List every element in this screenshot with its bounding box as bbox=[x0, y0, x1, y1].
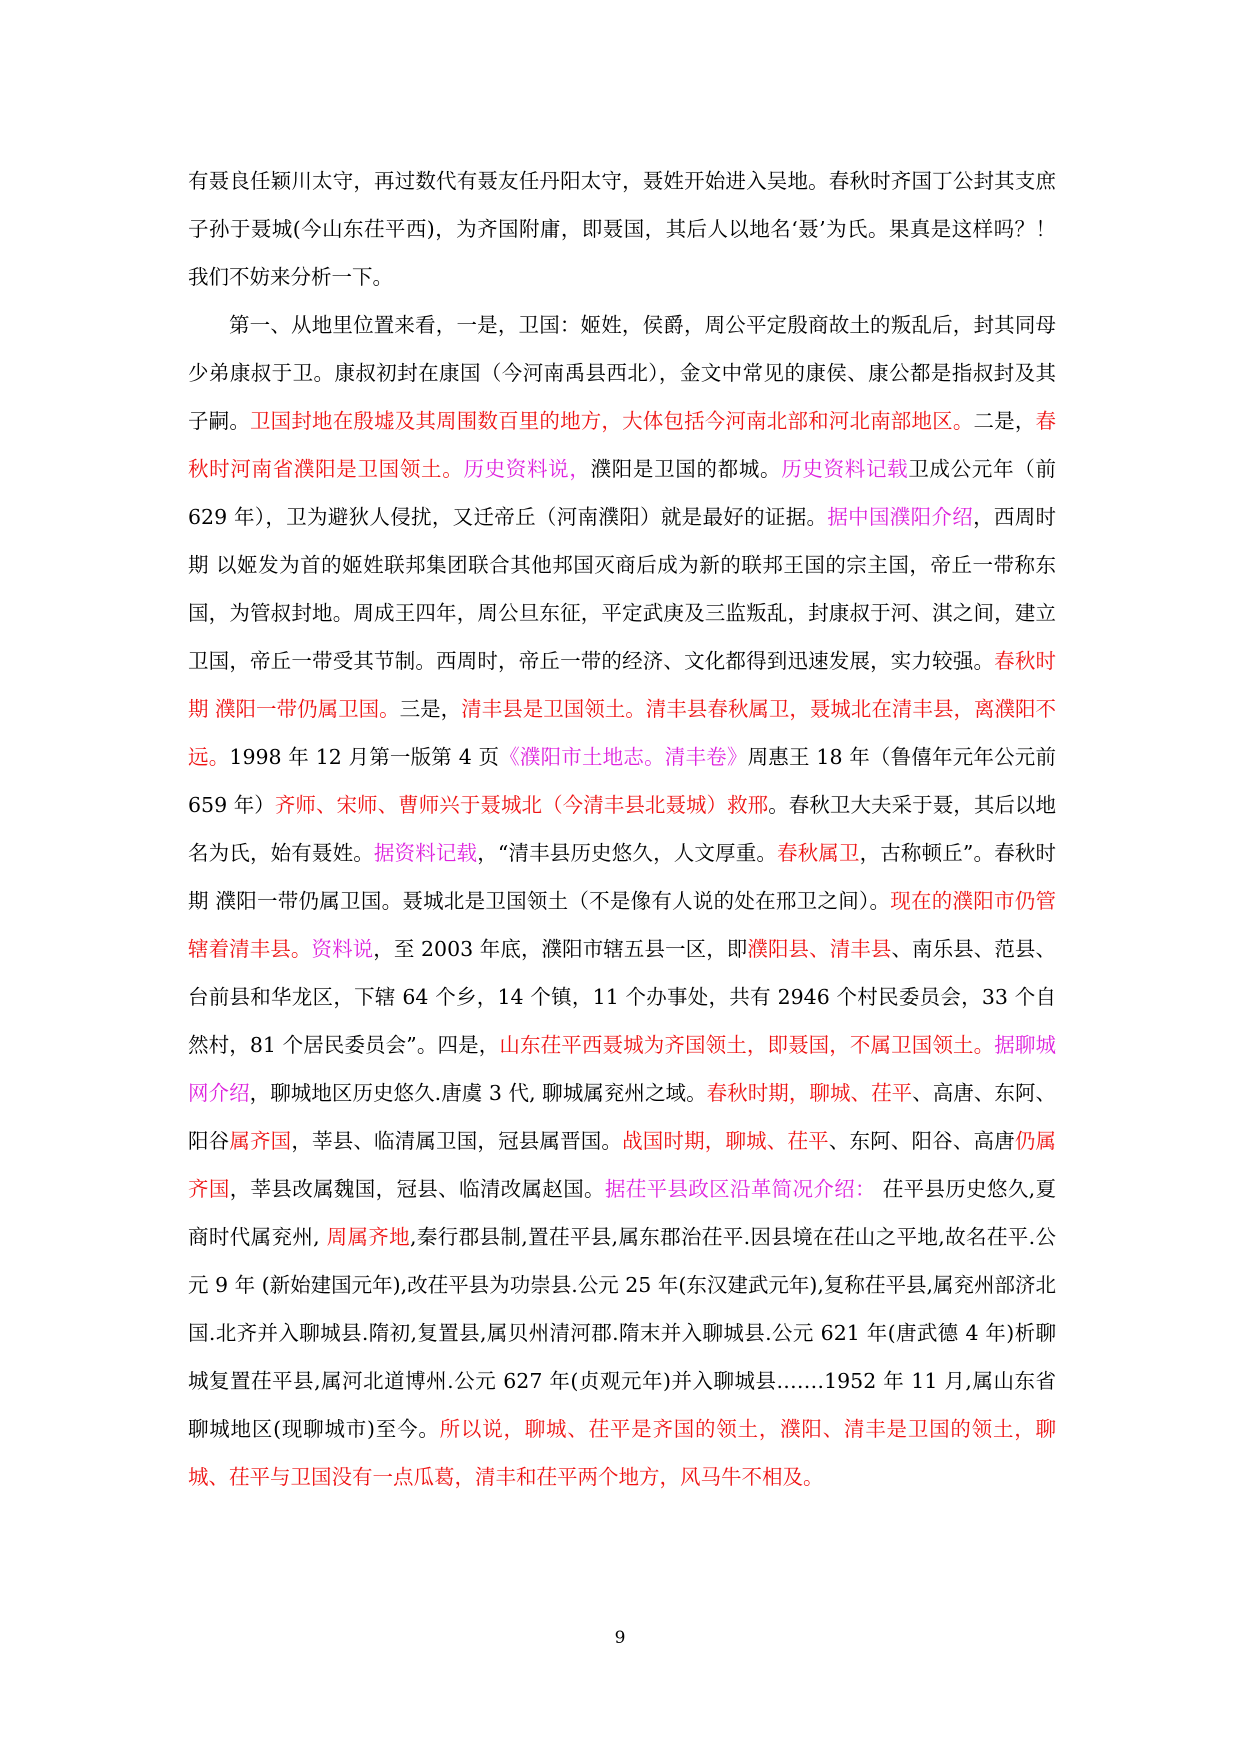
text-segment-black: 1998 年 12 月第一版第 4 页 bbox=[229, 745, 500, 769]
text-segment-red: 战国时期，聊城、茌平 bbox=[622, 1129, 829, 1153]
text-segment-red: 属齐国 bbox=[229, 1129, 292, 1153]
text-segment-black: ，至 2003 年底，濮阳市辖五县一区，即 bbox=[373, 937, 748, 961]
text-segment-magenta: 据聊城网介绍 bbox=[188, 1033, 1057, 1105]
text-segment-black: ，聊城地区历史悠久.唐虞 3 代, 聊城属兖州之域。 bbox=[249, 1081, 707, 1105]
text-segment-red: 现在的濮阳市仍管辖着清丰县。 bbox=[188, 889, 1057, 961]
text-segment-red: 濮阳县、清丰县 bbox=[747, 937, 892, 961]
text-segment-black: ,秦行郡县制,置茌平县,属东郡治茌平.因县境在茌山之平地,故名茌平.公元 9 年 (新始建国元年),改茌平县为功崇县.公元 25 年(东汉建武元年),复称茌平县,属兖州部济北国.北齐并入聊城县.隋初,复置县,属贝州清河郡.隋末并入聊城县.公元 621 年(唐武德 4 年)析聊城复置茌平县,属河北道博州.公元 627 年(贞观元年)并入聊城县.……1952 年 11 月,属山东省聊城地区(现聊城市)至今。 bbox=[188, 1225, 1056, 1441]
text-segment-red: 清丰县是卫国领土。清丰县春秋属卫，聂城北在清丰县，离濮阳不远。 bbox=[188, 697, 1056, 769]
page-number: 9 bbox=[614, 1628, 626, 1648]
text-segment-red: 春秋属卫 bbox=[777, 841, 860, 865]
text-segment-black: 、南乐县、范县、台前县和华龙区，下辖 64 个乡，14 个镇，11 个办事处，共有 2946 个村民委员会，33 个自然村，81 个居民委员会”。四是， bbox=[188, 937, 1057, 1057]
text-segment-red: 山东茌平西聂城为齐国领土，即聂国，不属卫国领土。 bbox=[499, 1033, 995, 1057]
text-segment-red: 春秋时河南省濮阳是卫国领土。 bbox=[188, 409, 1057, 481]
text-segment-black: 。春秋卫大夫采于聂，其后以地名为氏，始有聂姓。 bbox=[188, 793, 1056, 865]
text-segment-black: ，古称顿丘”。春秋时期 濮阳一带仍属卫国。聂城北是卫国领土（不是像有人说的处在邢卫之间）。 bbox=[188, 841, 1057, 913]
text-segment-magenta: 据中国濮阳介绍 bbox=[827, 505, 974, 529]
text-segment-black: 周惠王 18 年（鲁僖年元年公元前 659 年） bbox=[188, 745, 1057, 817]
text-segment-magenta: 《濮阳市土地志。清丰卷》 bbox=[499, 745, 748, 769]
text-segment-black: 有聂良任颖川太守，再过数代有聂友任丹阳太守，聂姓开始进入吴地。春秋时齐国丁公封其支庶子孙于聂城(今山东茌平西)，为齐国附庸，即聂国，其后人以地名‘聂’为氏。果真是这样吗？！我们不妨来分析一下。 bbox=[188, 169, 1056, 289]
text-segment-black: 三是， bbox=[399, 697, 462, 721]
text-segment-red: 所以说，聊城、茌平是齐国的领土，濮阳、清丰是卫国的领土，聊城、茌平与卫国没有一点瓜葛，清丰和茌平两个地方，风马牛不相及。 bbox=[188, 1417, 1057, 1489]
text-segment-red: 周属齐地 bbox=[326, 1225, 411, 1249]
text-segment-red: 齐师、宋师、曹师兴于聂城北（今清丰县北聂城）救邢 bbox=[274, 793, 769, 817]
text-segment-magenta: 据茌平县政区沿革简况介绍： bbox=[604, 1177, 876, 1201]
text-segment-black: ，莘县改属魏国，冠县、临清改属赵国。 bbox=[229, 1177, 605, 1201]
text-segment-black: 、东阿、阳谷、高唐 bbox=[828, 1129, 1015, 1153]
text-segment-red: 春秋时期，聊城、茌平 bbox=[706, 1081, 913, 1105]
paragraph-analysis bbox=[188, 301, 1056, 1501]
text-segment-black: 濮阳是卫国的都城。 bbox=[590, 457, 782, 481]
text-segment-red: 春秋时期 濮阳一带仍属卫国。 bbox=[188, 649, 1056, 721]
text-segment-black: 茌平县历史悠久,夏商时代属兖州, bbox=[188, 1177, 1057, 1249]
text-segment-magenta: 据资料记载 bbox=[373, 841, 478, 865]
body-text bbox=[188, 157, 1056, 1501]
text-segment-black: ，“清丰县历史悠久，人文厚重。 bbox=[477, 841, 777, 865]
text-segment-black: 、高唐、东阿、阳谷 bbox=[188, 1081, 1057, 1153]
text-segment-magenta: 历史资料记载 bbox=[781, 457, 909, 481]
text-segment-red: 卫国封地在殷墟及其周围数百里的地方，大体包括今河南北部和河北南部地区。 bbox=[250, 409, 974, 433]
text-segment-black: 二是， bbox=[973, 409, 1036, 433]
text-segment-black: 第一、从地里位置来看，一是，卫国：姬姓，侯爵，周公平定殷商故土的叛乱后，封其同母少弟康叔于卫。康叔初封在康国（今河南禹县西北），金文中常见的康侯、康公都是指叔封及其子嗣。 bbox=[188, 313, 1056, 433]
text-segment-black: 卫成公元年（前 629 年），卫为避狄人侵扰，又迁帝丘（河南濮阳）就是最好的证据。 bbox=[188, 457, 1056, 529]
text-segment-magenta: 资料说 bbox=[311, 937, 374, 961]
text-segment-magenta: 历史资料说， bbox=[463, 457, 591, 481]
paragraph-intro-continuation bbox=[188, 157, 1056, 301]
text-segment-black: ，莘县、临清属卫国，冠县属晋国。 bbox=[291, 1129, 623, 1153]
text-segment-black: ，西周时期 以姬发为首的姬姓联邦集团联合其他邦国灭商后成为新的联邦王国的宗主国，帝丘一带称东国，为管叔封地。周成王四年，周公旦东征，平定武庚及三监叛乱，封康叔于河、淇之间，建立卫国，帝丘一带受其节制。西周时，帝丘一带的经济、文化都得到迅速发展，实力较强。 bbox=[188, 505, 1057, 673]
text-segment-red: 仍属齐国 bbox=[188, 1129, 1057, 1201]
